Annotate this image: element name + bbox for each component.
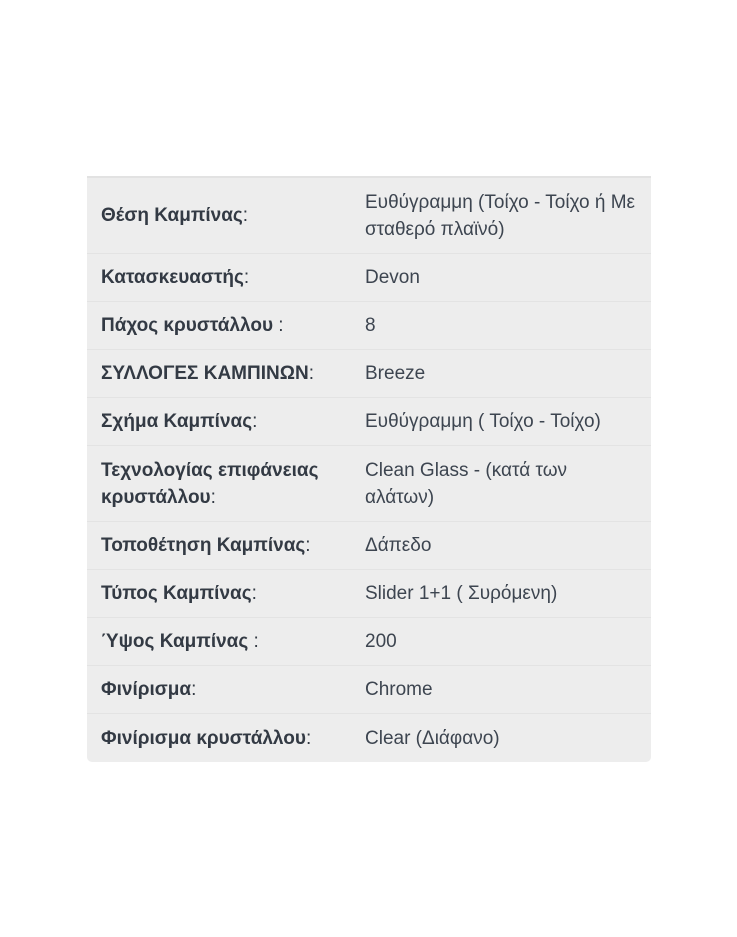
spec-label: ΣΥΛΛΟΓΕΣ ΚΑΜΠΙΝΩΝ: bbox=[101, 363, 314, 384]
spec-row-cabin-shape bbox=[87, 398, 651, 446]
product-specs-table bbox=[87, 176, 651, 762]
spec-value: Ευθύγραμμη (Τοίχο - Τοίχο ή Με σταθερό πλαϊνό) bbox=[365, 191, 636, 240]
spec-value: Breeze bbox=[365, 363, 426, 384]
spec-value: Clear (Διάφανο) bbox=[365, 727, 500, 749]
spec-row-cabin-position bbox=[87, 178, 651, 254]
spec-row-finish bbox=[87, 666, 651, 714]
spec-value: 200 bbox=[365, 631, 397, 652]
spec-row-glass-technology bbox=[87, 446, 651, 522]
spec-label: Φινίρισμα: bbox=[101, 679, 197, 700]
spec-value: Slider 1+1 ( Συρόμενη) bbox=[365, 583, 558, 604]
spec-row-cabin-height bbox=[87, 618, 651, 666]
spec-row-cabin-type bbox=[87, 570, 651, 618]
spec-row-installation bbox=[87, 522, 651, 570]
spec-label: Σχήμα Καμπίνας: bbox=[101, 411, 258, 432]
spec-value: Devon bbox=[365, 267, 420, 288]
spec-label: Θέση Καμπίνας: bbox=[101, 205, 249, 226]
spec-value: Δάπεδο bbox=[365, 535, 432, 556]
spec-label: Τεχνολογίας επιφάνειας κρυστάλλου: bbox=[101, 459, 319, 508]
spec-label: Πάχος κρυστάλλου : bbox=[101, 315, 284, 336]
spec-row-glass-finish bbox=[87, 714, 651, 762]
spec-row-collection bbox=[87, 350, 651, 398]
spec-label: Τύπος Καμπίνας: bbox=[101, 583, 257, 604]
spec-label: Φινίρισμα κρυστάλλου: bbox=[101, 727, 312, 749]
spec-value: Chrome bbox=[365, 679, 433, 700]
spec-row-glass-thickness bbox=[87, 302, 651, 350]
spec-row-manufacturer bbox=[87, 254, 651, 302]
spec-label: Τοποθέτηση Καμπίνας: bbox=[101, 535, 311, 556]
spec-value: Ευθύγραμμη ( Τοίχο - Τοίχο) bbox=[365, 411, 601, 432]
spec-value: Clean Glass - (κατά των αλάτων) bbox=[365, 459, 568, 508]
spec-label: Κατασκευαστής: bbox=[101, 267, 250, 288]
spec-label: Ύψος Καμπίνας : bbox=[101, 631, 259, 652]
spec-value: 8 bbox=[365, 315, 376, 336]
